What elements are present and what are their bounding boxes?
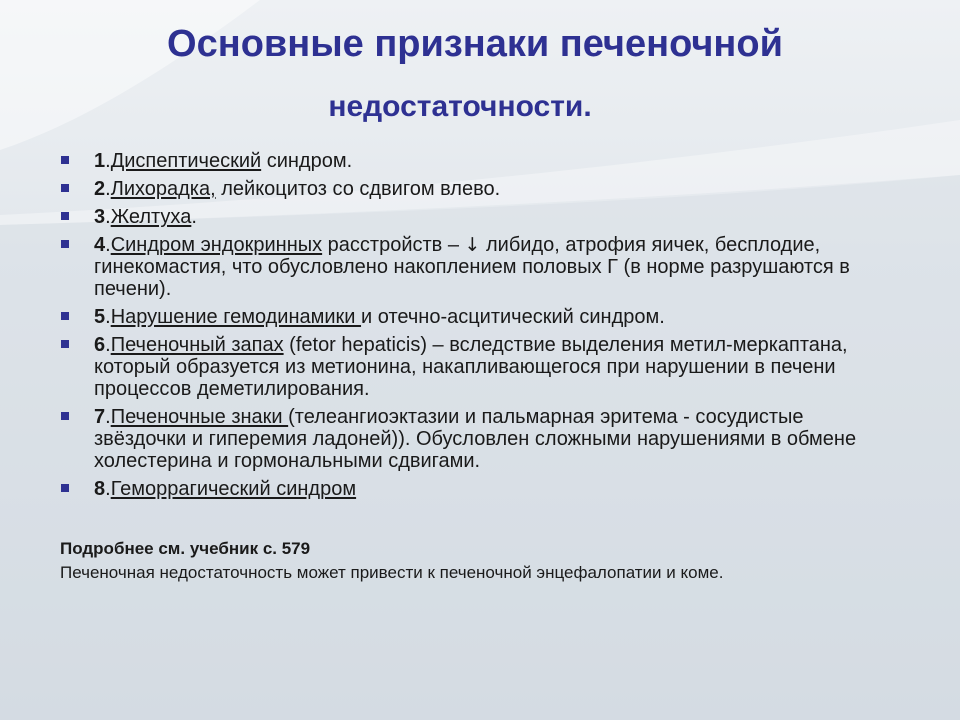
list-item-hepatic-signs	[58, 406, 878, 472]
conclusion-note: Печеночная недостаточность может привести к печеночной энцефалопатии и коме.	[60, 563, 724, 582]
item-separator: .	[105, 478, 111, 500]
item-number: 8	[94, 478, 106, 500]
item-text: и отечно-асцитический синдром.	[361, 306, 665, 328]
item-link-term[interactable]: Печеночные знаки	[110, 406, 289, 428]
item-text: (телеангиоэктазии и пальмарная эритема - сосудистые звёздочки и гиперемия ладоней)). Обусловлен сложными нарушениями в обмене холестерина и гормональными сдвигами.	[94, 406, 857, 472]
list-item-hemorrhagic	[58, 478, 878, 500]
list-item-dyspeptic	[58, 150, 878, 172]
slide-title	[0, 18, 960, 130]
item-link-term[interactable]: Лихорадка,	[110, 178, 216, 200]
item-link-term[interactable]: Нарушение гемодинамики	[110, 306, 362, 328]
item-number: 4	[94, 234, 106, 256]
square-bullet-icon	[61, 484, 69, 492]
item-separator: .	[105, 206, 111, 228]
item-link-term[interactable]: Диспептический	[110, 150, 262, 172]
item-link-term[interactable]: Печеночный запах	[110, 334, 284, 356]
item-link-term[interactable]: Желтуха	[110, 206, 192, 228]
list-item-endocrine	[58, 234, 878, 300]
square-bullet-icon	[61, 340, 69, 348]
list-item-jaundice	[58, 206, 878, 228]
item-number: 2	[94, 178, 106, 200]
item-text: либидо, атрофия яичек, бесплодие, гинекомастия, что обусловлено накоплением половых Г (в норме разрушаются в печени).	[94, 234, 850, 300]
item-separator: .	[105, 234, 111, 256]
signs-list	[58, 150, 878, 506]
square-bullet-icon	[61, 412, 69, 420]
item-number: 5	[94, 306, 106, 328]
item-text: синдром.	[261, 150, 353, 172]
textbook-reference: Подробнее см. учебник с. 579	[60, 539, 311, 558]
item-separator: .	[105, 178, 111, 200]
item-link-term[interactable]: Геморрагический синдром	[110, 478, 357, 500]
square-bullet-icon	[61, 212, 69, 220]
slide-title-line-2: недостаточности.	[328, 90, 592, 123]
item-number: 1	[94, 150, 106, 172]
down-arrow-icon: ↓	[464, 234, 481, 256]
square-bullet-icon	[61, 312, 69, 320]
item-text: (fetor hepaticis) – вследствие выделения метил-меркаптана, который образуется из метионина, накапливающегося при нарушении в печени процессов деметилирования.	[94, 334, 848, 400]
square-bullet-icon	[61, 240, 69, 248]
square-bullet-icon	[61, 184, 69, 192]
item-link-term[interactable]: Синдром эндокринных	[110, 234, 323, 256]
slide-title-line-1: Основные признаки печеночной	[167, 23, 783, 65]
item-text: расстройств –	[322, 234, 465, 256]
item-text: .	[191, 206, 197, 228]
item-number: 7	[94, 406, 106, 428]
list-item-hepatic-odor	[58, 334, 878, 400]
item-text: лейкоцитоз со сдвигом влево.	[215, 178, 501, 200]
item-separator: .	[105, 150, 111, 172]
item-separator: .	[105, 334, 111, 356]
item-number: 3	[94, 206, 106, 228]
list-item-fever	[58, 178, 878, 200]
item-separator: .	[105, 306, 111, 328]
footer-notes	[60, 537, 920, 585]
list-item-hemodynamics	[58, 306, 878, 328]
square-bullet-icon	[61, 156, 69, 164]
item-number: 6	[94, 334, 106, 356]
item-separator: .	[105, 406, 111, 428]
